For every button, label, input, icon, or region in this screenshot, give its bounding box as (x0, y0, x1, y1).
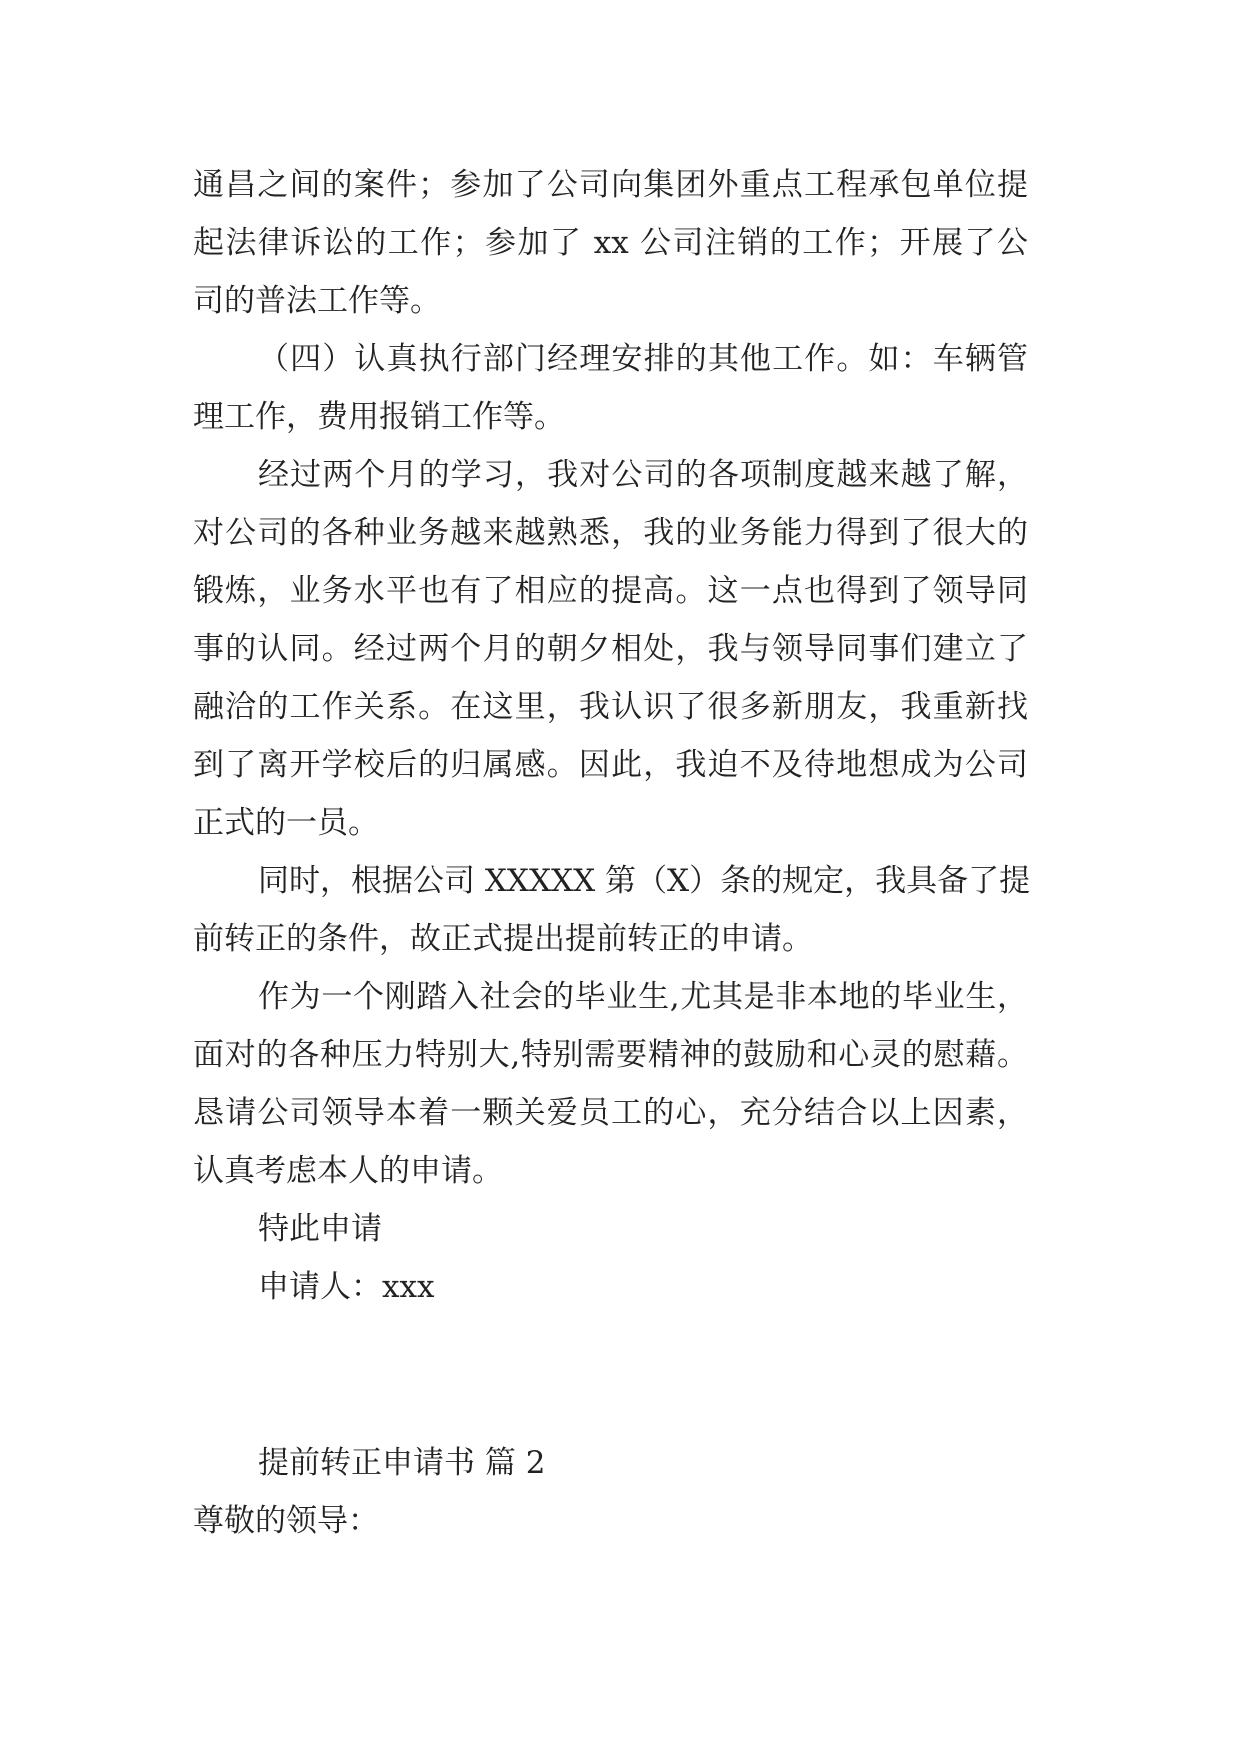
text-line: 作为一个刚踏入社会的毕业生,尤其是非本地的毕业生， (258, 979, 1028, 1015)
text-line: 起法律诉讼的工作；参加了 xx 公司注销的工作；开展了公 (193, 225, 1028, 261)
text-line: 面对的各种压力特别大,特别需要精神的鼓励和心灵的慰藉。 (193, 1037, 1028, 1073)
text-line: 通昌之间的案件；参加了公司向集团外重点工程承包单位提 (193, 167, 1028, 203)
text-line: 认真考虑本人的申请。 (193, 1153, 503, 1189)
closing-text: 特此申请 (258, 1211, 382, 1247)
text-line: （四）认真执行部门经理安排的其他工作。如：车辆管 (258, 341, 1028, 377)
text-line: 同时，根据公司 XXXXX 第（X）条的规定，我具备了提 (258, 863, 1031, 899)
text-line: 司的普法工作等。 (193, 283, 441, 319)
salutation: 尊敬的领导： (193, 1503, 379, 1539)
text-line: 对公司的各种业务越来越熟悉，我的业务能力得到了很大的 (193, 515, 1028, 551)
text-line: 理工作，费用报销工作等。 (193, 399, 565, 435)
text-line: 事的认同。经过两个月的朝夕相处，我与领导同事们建立了 (193, 631, 1028, 667)
text-line: 经过两个月的学习，我对公司的各项制度越来越了解， (258, 457, 1028, 493)
applicant-line: 申请人：xxx (258, 1269, 435, 1305)
text-line: 前转正的条件，故正式提出提前转正的申请。 (193, 921, 813, 957)
text-line: 锻炼，业务水平也有了相应的提高。这一点也得到了领导同 (193, 573, 1028, 609)
section-title: 提前转正申请书 篇 2 (258, 1445, 546, 1481)
text-line: 融洽的工作关系。在这里，我认识了很多新朋友，我重新找 (193, 689, 1028, 725)
text-line: 到了离开学校后的归属感。因此，我迫不及待地想成为公司 (193, 747, 1028, 783)
text-line: 恳请公司领导本着一颗关爱员工的心，充分结合以上因素， (193, 1095, 1028, 1131)
text-line: 正式的一员。 (193, 805, 379, 841)
